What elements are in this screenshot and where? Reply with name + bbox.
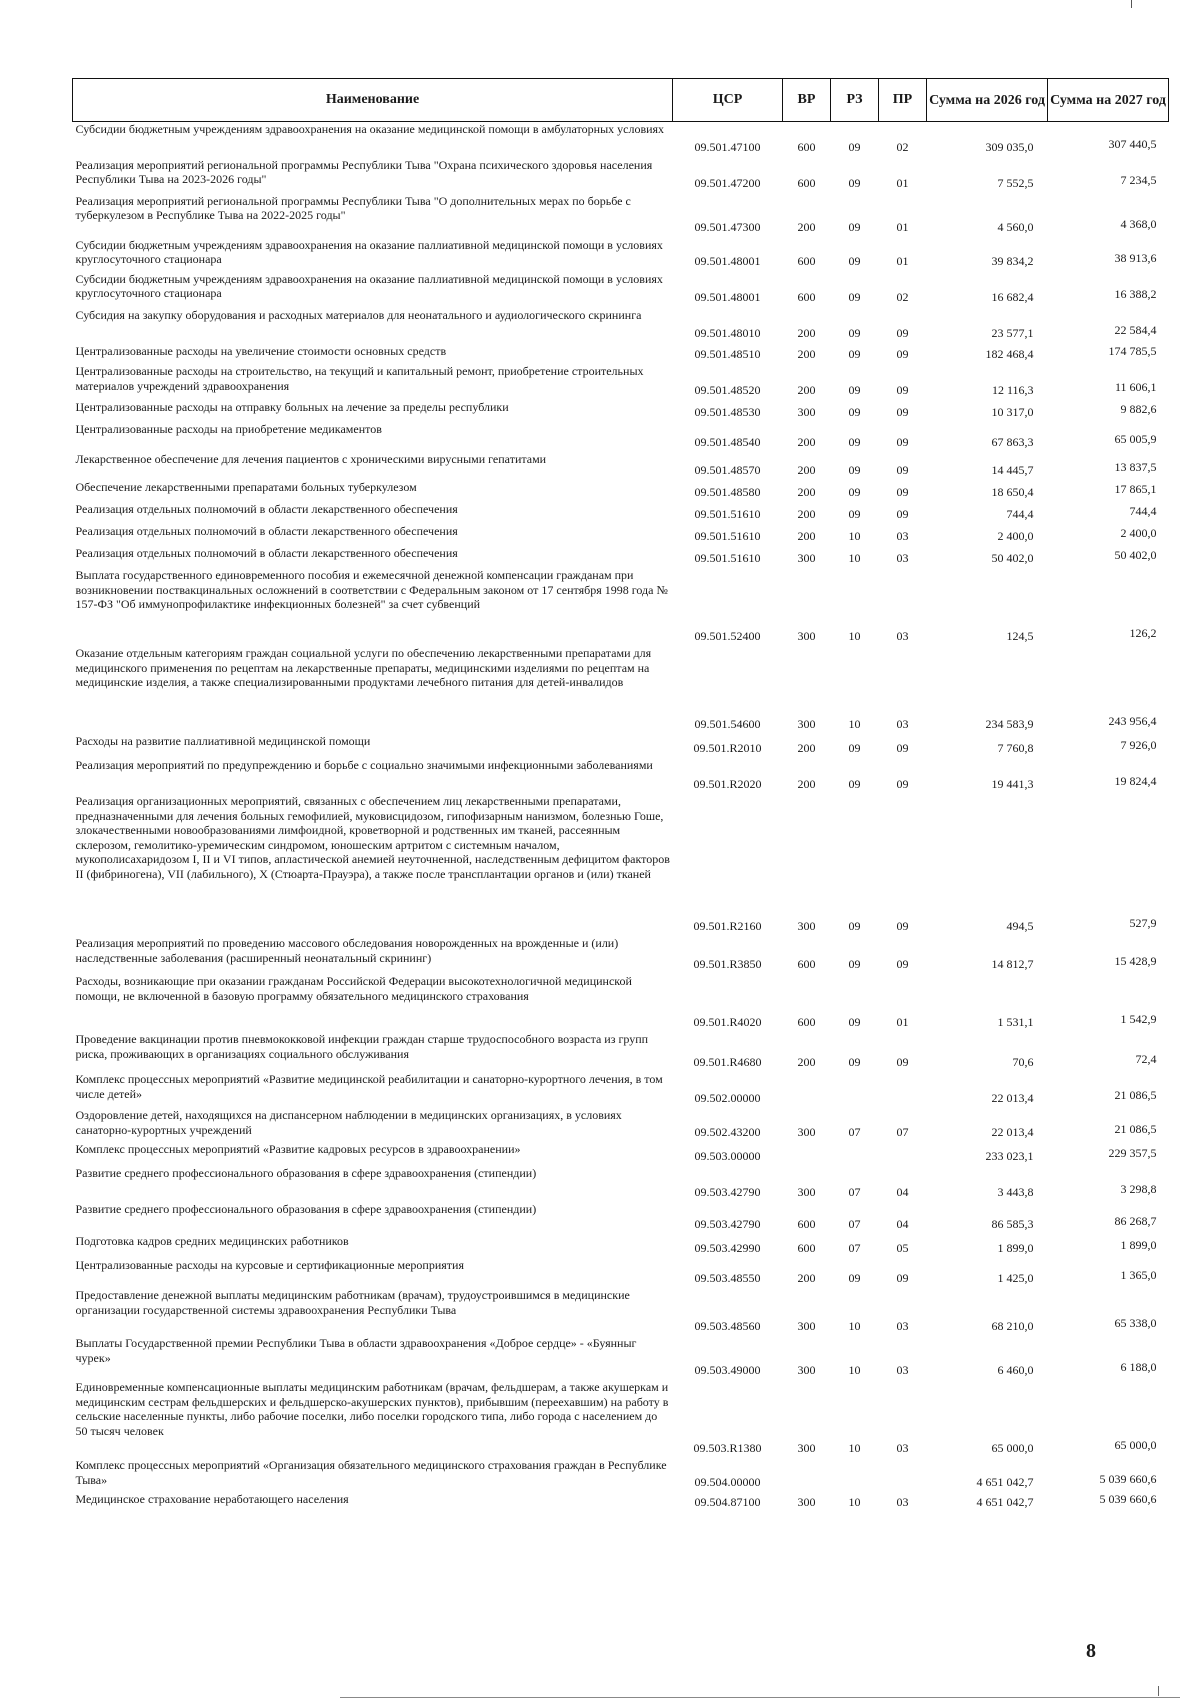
table-body: [73, 122, 1169, 1513]
row-sum-2026: 86 585,3: [991, 1216, 1034, 1231]
row-vr: [783, 1142, 831, 1166]
row-csr: 09.501.47200: [694, 176, 761, 190]
row-pr: 09: [896, 1270, 909, 1285]
row-rz: 09: [848, 140, 861, 154]
row-sum-2027: 65 005,9: [1114, 431, 1157, 446]
row-name: Оздоровление детей, находящихся на диспансерном наблюдении в медицинских организациях, в условиях санаторно-курортных учреждений: [75, 1108, 622, 1137]
row-vr: 200: [797, 740, 816, 755]
row-vr: 300: [797, 716, 816, 731]
row-rz: 10: [848, 1318, 861, 1333]
row-name: Централизованные расходы на отправку больных на лечение за пределы республики: [75, 400, 509, 414]
row-sum-2026: 68 210,0: [991, 1318, 1034, 1333]
row-rz: 09: [848, 1270, 861, 1285]
row-sum-2027: 21 086,5: [1114, 1087, 1157, 1102]
row-rz: 10: [848, 628, 861, 643]
row-sum-2027: 5 039 660,6: [1099, 1492, 1157, 1506]
row-sum-2027: 65 338,0: [1114, 1315, 1157, 1330]
table-row: [73, 1458, 1169, 1492]
row-sum-2026: 18 650,4: [991, 484, 1034, 499]
row-vr: [783, 1072, 831, 1108]
row-rz: 09: [848, 1054, 861, 1069]
row-name: Реализация мероприятий региональной программы Республики Тыва "О дополнительных мерах по борьбе с туберкулезом в Республике Тыва на 2022-2025 годы": [75, 193, 631, 222]
row-sum-2027: 243 956,4: [1108, 713, 1157, 728]
row-name: Обеспечение лекарственными препаратами больных туберкулезом: [75, 480, 417, 494]
row-vr: 200: [797, 776, 816, 791]
row-sum-2027: 744,4: [1129, 503, 1157, 518]
row-pr: 03: [896, 528, 909, 543]
row-vr: 600: [797, 1216, 816, 1231]
row-sum-2026: 233 023,1: [985, 1148, 1034, 1163]
table-row: [73, 1234, 1169, 1258]
row-sum-2027: 7 926,0: [1120, 737, 1157, 752]
row-csr: 09.501.48001: [694, 254, 761, 268]
row-sum-2026: 124,5: [1006, 628, 1034, 643]
row-pr: 09: [896, 740, 909, 755]
row-sum-2026: 1 425,0: [997, 1270, 1034, 1285]
row-pr: 01: [896, 220, 909, 234]
row-sum-2026: 12 116,3: [991, 382, 1034, 397]
row-csr: 09.501.51610: [694, 550, 761, 565]
row-name: Реализация мероприятий по предупреждению и борьбе с социально значимыми инфекционными заболеваниями: [75, 758, 653, 772]
table-row: [73, 1492, 1169, 1513]
row-sum-2026: 4 651 042,7: [976, 1474, 1034, 1489]
row-sum-2027: 3 298,8: [1120, 1181, 1157, 1196]
row-rz: 09: [848, 462, 861, 477]
row-rz: 09: [848, 382, 861, 397]
row-name: Оказание отдельным категориям граждан социальной услуги по обеспечению лекарственными препаратами для медицинского применения по рецептам на лекарственные препараты, медицинскими изделиями по рецептам на медицинские изделия, а также специализированными продуктами лечебного питания для детей-инвалидов: [75, 646, 652, 689]
row-vr: 200: [797, 1054, 816, 1069]
row-sum-2026: 4 560,0: [997, 220, 1034, 234]
row-vr: 300: [797, 1184, 816, 1199]
row-pr: 01: [896, 176, 909, 190]
row-csr: 09.503.49000: [694, 1362, 761, 1377]
header-sum-2027: Сумма на 2027 год: [1048, 79, 1169, 122]
row-sum-2027: 72,4: [1135, 1051, 1157, 1066]
row-csr: 09.501.47100: [694, 140, 761, 154]
row-pr: 02: [896, 140, 909, 154]
row-pr: 09: [896, 776, 909, 791]
row-vr: 600: [797, 956, 816, 971]
row-pr: 03: [896, 550, 909, 565]
row-csr: 09.501.48540: [694, 434, 761, 449]
row-sum-2026: 1 531,1: [997, 1014, 1034, 1029]
row-vr: 600: [797, 254, 816, 268]
row-sum-2026: 3 443,8: [997, 1184, 1034, 1199]
row-vr: 300: [797, 628, 816, 643]
row-sum-2026: 4 651 042,7: [976, 1495, 1034, 1509]
row-sum-2027: 65 000,0: [1114, 1437, 1157, 1452]
row-csr: 09.503.48550: [694, 1270, 761, 1285]
row-name: Комплекс процессных мероприятий «Развитие медицинской реабилитации и санаторно-курортного лечения, в том числе детей»: [75, 1072, 663, 1101]
row-vr: 200: [797, 1270, 816, 1285]
table-row: [73, 1142, 1169, 1166]
row-csr: 09.503.42790: [694, 1216, 761, 1231]
row-vr: 300: [797, 1362, 816, 1377]
row-sum-2026: 10 317,0: [991, 404, 1034, 419]
row-sum-2027: 6 188,0: [1120, 1359, 1157, 1374]
row-name: Подготовка кадров средних медицинских работников: [75, 1234, 349, 1248]
row-rz: 07: [848, 1240, 861, 1255]
row-sum-2027: 4 368,0: [1120, 217, 1157, 231]
row-name: Лекарственное обеспечение для лечения пациентов с хроническими вирусными гепатитами: [75, 452, 547, 466]
table-row: [73, 480, 1169, 502]
row-sum-2026: 39 834,2: [991, 254, 1034, 268]
row-rz: 09: [848, 254, 861, 268]
table-row: [73, 1166, 1169, 1202]
row-sum-2026: 22 013,4: [991, 1090, 1034, 1105]
table-row: [73, 364, 1169, 400]
row-name: Выплата государственного единовременного пособия и ежемесячной денежной компенсации гражданам при возникновении поствакцинальных осложнений в соответствии с Федеральным законом от 17 сентября 1998 года № 157-ФЗ "Об иммунопрофилактике инфекционных болезней" за счет субвенций: [75, 568, 668, 611]
row-name: Реализация мероприятий по проведению массового обследования новорожденных на врожденные и (или) наследственные заболевания (расширенный неонатальный скрининг): [75, 936, 619, 965]
row-sum-2026: 16 682,4: [991, 290, 1034, 304]
table-row: [73, 194, 1169, 238]
row-vr: 300: [797, 550, 816, 565]
row-name: Развитие среднего профессионального образования в сфере здравоохранения (стипендии): [75, 1202, 537, 1216]
row-vr: [783, 1458, 831, 1492]
row-sum-2026: 6 460,0: [997, 1362, 1034, 1377]
row-sum-2026: 1 899,0: [997, 1240, 1034, 1255]
row-sum-2026: 309 035,0: [985, 140, 1034, 154]
table-row: [73, 122, 1169, 158]
row-vr: 200: [797, 346, 816, 361]
row-csr: 09.501.48010: [694, 326, 761, 340]
row-rz: [831, 1142, 879, 1166]
row-pr: 09: [896, 382, 909, 397]
table-row: [73, 546, 1169, 568]
row-rz: 09: [848, 740, 861, 755]
row-csr: 09.501.R2020: [693, 776, 762, 791]
table-row: [73, 1202, 1169, 1234]
row-csr: 09.504.00000: [694, 1474, 761, 1489]
row-rz: 10: [848, 1440, 861, 1455]
row-name: Единовременные компенсационные выплаты медицинским работникам (врачам, фельдшерам, а также акушеркам и медицинским сестрам фельдшерских и фельдшерско-акушерских пунктов), прибывшим (переехавшим) на работу в сельские населенные пункты, либо рабочие поселки, либо поселки городского типа, либо города с населением до 50 тысяч человек: [75, 1380, 669, 1438]
row-vr: 200: [797, 484, 816, 499]
row-pr: [879, 1142, 927, 1166]
row-vr: 200: [797, 382, 816, 397]
table-row: [73, 422, 1169, 452]
row-csr: 09.501.48530: [694, 404, 761, 419]
row-rz: 09: [848, 220, 861, 234]
header-vr: ВР: [783, 79, 831, 122]
row-pr: 09: [896, 484, 909, 499]
table-row: [73, 452, 1169, 480]
table-row: [73, 568, 1169, 646]
row-pr: [879, 1458, 927, 1492]
row-rz: 09: [848, 176, 861, 190]
table-row: [73, 734, 1169, 758]
table-header: [73, 79, 1169, 122]
row-rz: 09: [848, 776, 861, 791]
row-sum-2026: 14 812,7: [991, 956, 1034, 971]
row-rz: 09: [848, 326, 861, 340]
row-name: Централизованные расходы на увеличение стоимости основных средств: [75, 343, 447, 358]
header-sum-2026: Сумма на 2026 год: [927, 79, 1048, 122]
row-sum-2026: 7 760,8: [997, 740, 1034, 755]
scan-bottom-mark: [1158, 1686, 1159, 1696]
row-sum-2026: 14 445,7: [991, 462, 1034, 477]
row-csr: 09.501.R2010: [693, 740, 762, 755]
row-pr: 09: [896, 1054, 909, 1069]
row-vr: 200: [797, 528, 816, 543]
table-row: [73, 524, 1169, 546]
table-row: [73, 344, 1169, 365]
row-sum-2027: 1 542,9: [1120, 1011, 1157, 1026]
row-csr: 09.501.48510: [694, 346, 761, 361]
row-sum-2027: 86 268,7: [1114, 1213, 1157, 1228]
row-csr: 09.501.R3850: [693, 956, 762, 971]
table-row: [73, 936, 1169, 974]
row-name: Медицинское страхование неработающего населения: [75, 1492, 349, 1506]
table-row: [73, 758, 1169, 794]
row-vr: 600: [797, 290, 816, 304]
row-rz: 09: [848, 484, 861, 499]
table-row: [73, 400, 1169, 422]
row-csr: 09.502.00000: [694, 1090, 761, 1105]
row-name: Расходы, возникающие при оказании гражданам Российской Федерации высокотехнологичной медицинской помощи, не включенной в базовую программу обязательного медицинского страхования: [75, 974, 632, 1003]
row-name: Комплекс процессных мероприятий «Организация обязательного медицинского страхования граждан в Республике Тыва»: [75, 1458, 667, 1487]
row-sum-2026: 234 583,9: [985, 716, 1034, 731]
table-row: [73, 158, 1169, 194]
header-pr: ПР: [879, 79, 927, 122]
row-sum-2027: 307 440,5: [1108, 137, 1157, 151]
row-pr: 03: [896, 1495, 909, 1509]
row-sum-2027: 9 882,6: [1120, 401, 1157, 416]
row-pr: 09: [896, 918, 909, 933]
table-row: [73, 1108, 1169, 1142]
row-csr: 09.501.R2160: [693, 918, 762, 933]
row-rz: 09: [848, 290, 861, 304]
row-sum-2027: 16 388,2: [1114, 287, 1157, 301]
row-sum-2027: 5 039 660,6: [1099, 1471, 1157, 1486]
row-sum-2026: 50 402,0: [991, 550, 1034, 565]
row-name: Реализация отдельных полномочий в области лекарственного обеспечения: [75, 546, 458, 560]
row-sum-2027: 19 824,4: [1114, 773, 1157, 788]
row-pr: 09: [896, 462, 909, 477]
row-name: Субсидии бюджетным учреждениям здравоохранения на оказание медицинской помощи в амбулаторных условиях: [75, 122, 665, 136]
row-sum-2026: 494,5: [1006, 918, 1034, 933]
row-csr: 09.504.87100: [694, 1495, 761, 1509]
table-row: [73, 1336, 1169, 1380]
row-pr: 03: [896, 1318, 909, 1333]
row-csr: 09.501.54600: [694, 716, 761, 731]
table-row: [73, 794, 1169, 936]
row-rz: 10: [848, 1362, 861, 1377]
row-sum-2027: 50 402,0: [1114, 547, 1157, 562]
row-vr: 300: [797, 1440, 816, 1455]
row-vr: 600: [797, 1014, 816, 1029]
scan-edge-mark: [1131, 0, 1132, 8]
row-rz: 09: [848, 918, 861, 933]
row-sum-2026: 7 552,5: [997, 176, 1034, 190]
row-vr: 200: [797, 506, 816, 521]
row-sum-2027: 126,2: [1129, 625, 1157, 640]
row-pr: 09: [896, 346, 909, 361]
row-sum-2027: 22 584,4: [1114, 323, 1157, 337]
row-pr: 02: [896, 290, 909, 304]
row-csr: 09.501.48570: [694, 462, 761, 477]
row-csr: 09.501.47300: [694, 220, 761, 234]
row-pr: [879, 1072, 927, 1108]
row-sum-2026: 67 863,3: [991, 434, 1034, 449]
row-name: Реализация организационных мероприятий, связанных с обеспечением лиц лекарственными препаратами, предназначенными для лечения больных гемофилией, муковисцидозом, гипофизарным нанизмом, болезнью Гоше, злокачественными новообразованиями лимфоидной, кроветворной и родственных им тканей, рассеянным склерозом, гемолитико-уремическим синдромом, юношеским артритом с системным началом, мукополисахаридозом I, II и VI типов, апластической анемией неуточненной, наследственным дефицитом факторов II (фибриногена), VII (лабильного), X (Стюарта-Прауэра), а также после трансплантации органов и (или) тканей: [75, 794, 670, 881]
row-rz: 10: [848, 716, 861, 731]
row-rz: 09: [848, 506, 861, 521]
row-csr: 09.501.51610: [694, 528, 761, 543]
page-number: 8: [1086, 1640, 1096, 1662]
row-pr: 09: [896, 404, 909, 419]
row-pr: 05: [896, 1240, 909, 1255]
row-sum-2026: 744,4: [1006, 506, 1034, 521]
row-csr: 09.501.48520: [694, 382, 761, 397]
row-sum-2027: 174 785,5: [1108, 343, 1157, 358]
header-csr: ЦСР: [673, 79, 783, 122]
row-name: Субсидии бюджетным учреждениям здравоохранения на оказание паллиативной медицинской помощи в условиях круглосуточного стационара: [75, 237, 663, 266]
table-row: [73, 1380, 1169, 1458]
row-name: Расходы на развитие паллиативной медицинской помощи: [75, 734, 371, 748]
table-row: [73, 502, 1169, 524]
row-pr: 07: [896, 1124, 909, 1139]
row-sum-2027: 229 357,5: [1108, 1145, 1157, 1160]
row-name: Реализация отдельных полномочий в области лекарственного обеспечения: [75, 524, 458, 538]
row-vr: 200: [797, 220, 816, 234]
row-vr: 300: [797, 1124, 816, 1139]
row-name: Развитие среднего профессионального образования в сфере здравоохранения (стипендии): [75, 1166, 537, 1180]
row-csr: 09.501.48580: [694, 484, 761, 499]
row-name: Централизованные расходы на приобретение медикаментов: [75, 422, 382, 436]
row-vr: 300: [797, 404, 816, 419]
row-vr: 200: [797, 462, 816, 477]
row-sum-2026: 182 468,4: [985, 346, 1034, 361]
row-sum-2027: 11 606,1: [1114, 379, 1157, 394]
row-rz: [831, 1458, 879, 1492]
row-vr: 300: [797, 1318, 816, 1333]
row-csr: 09.503.00000: [694, 1148, 761, 1163]
row-sum-2027: 527,9: [1129, 915, 1157, 930]
row-name: Централизованные расходы на курсовые и сертификационные мероприятия: [75, 1258, 464, 1272]
row-name: Централизованные расходы на строительство, на текущий и капитальный ремонт, приобретение строительных материалов учреждений здравоохранения: [75, 364, 644, 393]
row-csr: 09.501.51610: [694, 506, 761, 521]
row-sum-2026: 70,6: [1012, 1054, 1034, 1069]
row-vr: 600: [797, 140, 816, 154]
row-rz: 10: [848, 550, 861, 565]
row-rz: 07: [848, 1216, 861, 1231]
row-sum-2027: 17 865,1: [1114, 481, 1157, 496]
table-row: [73, 1258, 1169, 1288]
row-sum-2027: 13 837,5: [1114, 459, 1157, 474]
table-row: [73, 308, 1169, 344]
row-name: Комплекс процессных мероприятий «Развитие кадровых ресурсов в здравоохранении»: [75, 1142, 521, 1156]
row-csr: 09.503.48560: [694, 1318, 761, 1333]
row-rz: 09: [848, 956, 861, 971]
row-pr: 09: [896, 326, 909, 340]
row-pr: 03: [896, 1362, 909, 1377]
row-sum-2027: 38 913,6: [1114, 251, 1157, 265]
row-rz: 09: [848, 434, 861, 449]
table-row: [73, 1072, 1169, 1108]
row-pr: 09: [896, 434, 909, 449]
row-name: Субсидии бюджетным учреждениям здравоохранения на оказание паллиативной медицинской помощи в условиях круглосуточного стационара: [75, 271, 663, 300]
row-rz: [831, 1072, 879, 1108]
row-vr: 200: [797, 434, 816, 449]
table-row: [73, 272, 1169, 308]
row-name: Проведение вакцинации против пневмококковой инфекции граждан старше трудоспособного возраста из групп риска, проживающих в организациях социального обслуживания: [75, 1032, 649, 1061]
header-rz: РЗ: [831, 79, 879, 122]
row-sum-2026: 65 000,0: [991, 1440, 1034, 1455]
table-row: [73, 1032, 1169, 1072]
row-vr: 200: [797, 326, 816, 340]
row-pr: 03: [896, 716, 909, 731]
row-csr: 09.503.R1380: [693, 1440, 762, 1455]
row-csr: 09.503.42990: [694, 1240, 761, 1255]
row-rz: 10: [848, 528, 861, 543]
row-name: Выплаты Государственной премии Республики Тыва в области здравоохранения «Доброе сердце» - «Буянныг чурек»: [75, 1336, 637, 1365]
row-rz: 10: [848, 1495, 861, 1509]
row-pr: 01: [896, 1014, 909, 1029]
row-csr: 09.501.R4680: [693, 1054, 762, 1069]
row-name: Субсидия на закупку оборудования и расходных материалов для неонатального и аудиологического скрининга: [75, 307, 642, 322]
row-rz: 09: [848, 404, 861, 419]
row-vr: 300: [797, 918, 816, 933]
row-pr: 09: [896, 956, 909, 971]
row-sum-2027: 1 899,0: [1120, 1237, 1157, 1252]
header-name: Наименование: [73, 79, 673, 122]
row-name: Реализация отдельных полномочий в области лекарственного обеспечения: [75, 502, 458, 516]
row-csr: 09.501.R4020: [693, 1014, 762, 1029]
row-sum-2026: 23 577,1: [991, 326, 1034, 340]
row-rz: 07: [848, 1184, 861, 1199]
budget-table: [72, 78, 1169, 1513]
table-row: [73, 974, 1169, 1032]
row-csr: 09.502.43200: [694, 1124, 761, 1139]
row-sum-2027: 15 428,9: [1114, 953, 1157, 968]
row-sum-2027: 7 234,5: [1120, 173, 1157, 187]
table-row: [73, 1288, 1169, 1336]
table-row: [73, 646, 1169, 734]
row-vr: 600: [797, 1240, 816, 1255]
row-pr: 01: [896, 254, 909, 268]
row-vr: 300: [797, 1495, 816, 1509]
row-rz: 07: [848, 1124, 861, 1139]
row-sum-2026: 19 441,3: [991, 776, 1034, 791]
row-pr: 03: [896, 1440, 909, 1455]
table-row: [73, 238, 1169, 272]
row-pr: 04: [896, 1216, 909, 1231]
row-pr: 09: [896, 506, 909, 521]
row-csr: 09.501.48001: [694, 290, 761, 304]
row-sum-2027: 2 400,0: [1120, 525, 1157, 540]
row-pr: 03: [896, 628, 909, 643]
row-sum-2026: 2 400,0: [997, 528, 1034, 543]
row-rz: 09: [848, 1014, 861, 1029]
row-sum-2027: 1 365,0: [1120, 1267, 1157, 1282]
row-csr: 09.501.52400: [694, 628, 761, 643]
row-sum-2026: 22 013,4: [991, 1124, 1034, 1139]
row-sum-2027: 21 086,5: [1114, 1121, 1157, 1136]
row-name: Предоставление денежной выплаты медицинским работникам (врачам), трудоустроившимся в медицинские организации государственной системы здравоохранения Республики Тыва: [75, 1288, 630, 1317]
row-name: Реализация мероприятий региональной программы Республики Тыва "Охрана психического здоровья населения Республики Тыва на 2023-2026 годы": [75, 157, 653, 186]
row-pr: 04: [896, 1184, 909, 1199]
scan-bottom-line: [340, 1697, 1180, 1698]
row-rz: 09: [848, 346, 861, 361]
row-vr: 600: [797, 176, 816, 190]
row-csr: 09.503.42790: [694, 1184, 761, 1199]
